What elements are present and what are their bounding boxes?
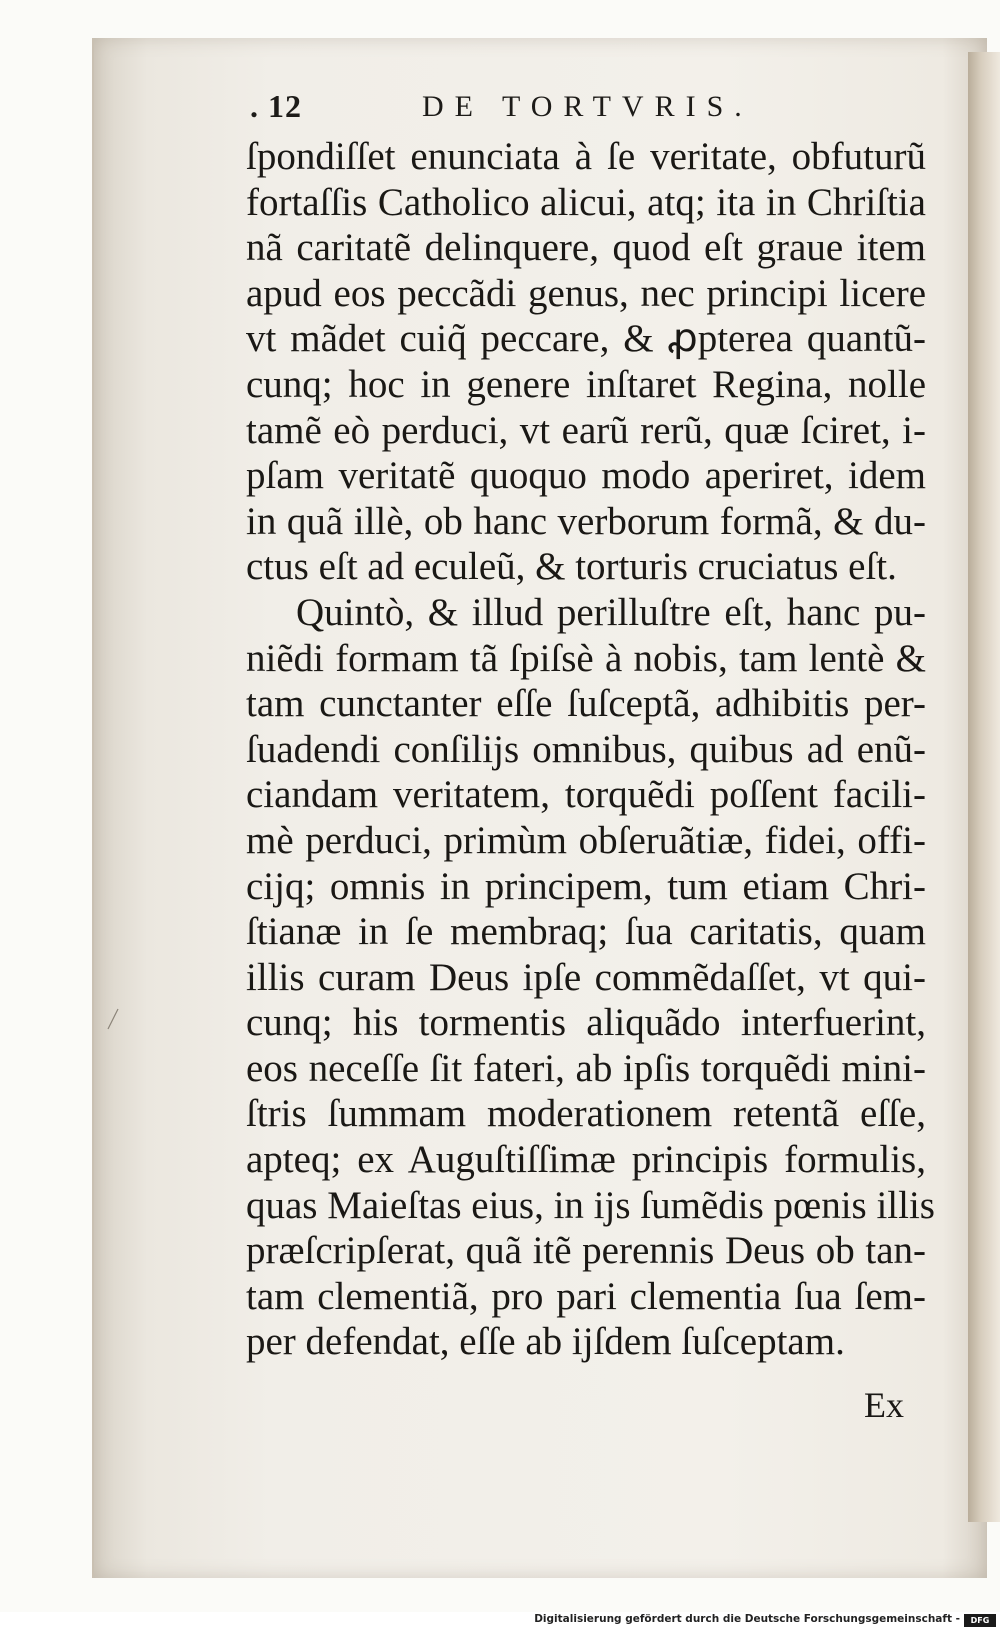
text-line: niẽdi formam tã ſpiſsè à nobis, tam lentè & bbox=[246, 636, 926, 680]
page-number: . 12 bbox=[250, 88, 302, 124]
footer-bar bbox=[0, 1612, 1000, 1630]
text-line: fortaſſis Catholico alicui, atq; ita in Chriſtia bbox=[246, 180, 926, 224]
text-line: cijq; omnis in principem, tum etiam Chri- bbox=[246, 864, 926, 908]
running-title: DE TORTVRIS. bbox=[422, 90, 753, 123]
text-line: per defendat, eſſe ab ijſdem ſuſceptam. bbox=[246, 1320, 845, 1364]
page-edge bbox=[968, 52, 1000, 1522]
text-line: pſam veritatẽ quoquo modo aperiret, idem bbox=[246, 454, 926, 498]
text-line: tam cunctanter eſſe ſuſceptã, adhibitis per- bbox=[246, 682, 926, 726]
text-line: cunq; hoc in genere inſtaret Regina, nolle bbox=[246, 362, 926, 406]
text-line: quas Maieſtas eius, in ijs ſumẽdis pœnis illis bbox=[246, 1183, 935, 1227]
text-line: apud eos peccãdi genus, nec principi licere bbox=[246, 271, 926, 315]
catchword: Ex bbox=[864, 1385, 904, 1425]
funding-credit: Digitalisierung gefördert durch die Deutsche Forschungsgemeinschaft - bbox=[534, 1613, 960, 1625]
text-line: eos neceſſe ſit fateri, ab ipſis torquẽdi mini- bbox=[246, 1046, 926, 1090]
text-line: cunq; his tormentis aliquãdo interfuerint, bbox=[246, 1001, 926, 1045]
body-text bbox=[246, 134, 935, 1365]
text-line: vt mãdet cuiq̃ peccare, & ꝓpterea quantũ- bbox=[246, 317, 926, 361]
text-line: ciandam veritatem, torquẽdi poſſent facili- bbox=[246, 773, 926, 817]
text-line: apteq; ex Auguſtiſſimæ principis formulis, bbox=[246, 1138, 926, 1182]
text-line: ſtianæ in ſe membraq; ſua caritatis, quam bbox=[246, 910, 926, 954]
dfg-logo: DFG bbox=[964, 1614, 996, 1627]
text-line: ſpondiſſet enunciata à ſe veritate, obfuturũ bbox=[246, 135, 926, 178]
text-line: tam clementiã, pro pari clementia ſua ſem- bbox=[246, 1274, 926, 1318]
text-line: præſcripſerat, quã itẽ perennis Deus ob tan- bbox=[246, 1229, 926, 1273]
page-header bbox=[250, 88, 810, 132]
text-line: illis curam Deus ipſe commẽdaſſet, vt qui- bbox=[246, 955, 926, 999]
text-line: nã caritatẽ delinquere, quod eſt graue item bbox=[246, 226, 926, 270]
text-line: tamẽ eò perduci, vt earũ rerũ, quæ ſciret, i- bbox=[246, 408, 926, 452]
text-line: in quã illè, ob hanc verborum formã, & du- bbox=[246, 499, 926, 543]
text-line-paragraph-start: Quintò, & illud perilluſtre eſt, hanc pu- bbox=[296, 590, 926, 634]
text-line: ſtris ſummam moderationem retentã eſſe, bbox=[246, 1092, 926, 1136]
text-line: mè perduci, primùm obſeruãtiæ, fidei, offi- bbox=[246, 818, 926, 862]
text-line: ſuadendi conſilijs omnibus, quibus ad enũ- bbox=[246, 727, 926, 771]
text-line: ctus eſt ad eculeũ, & torturis cruciatus eſt. bbox=[246, 545, 897, 589]
pencil-mark bbox=[106, 1008, 120, 1030]
